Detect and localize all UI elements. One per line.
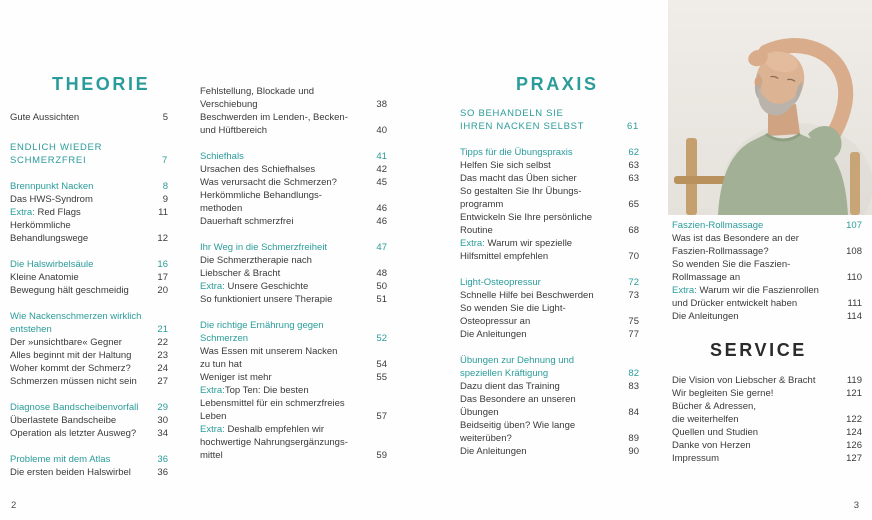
toc-entry [10, 258, 168, 271]
toc-entry [10, 111, 168, 124]
page-number-left: 2 [11, 500, 17, 511]
toc-entry [10, 180, 168, 193]
toc-entry [10, 206, 168, 219]
toc-entry [460, 380, 639, 393]
toc-entry-label: Faszien-Rollmassage [672, 220, 764, 231]
toc-entry-label: Extra: Red Flags [10, 207, 81, 218]
toc-entry-label: Schiefhals [200, 151, 244, 162]
toc-entry-label: Woher kommt der Schmerz? [10, 363, 131, 374]
toc-entry-page: 107 [846, 220, 862, 231]
toc-entry-page: 83 [628, 381, 639, 392]
toc-entry [672, 310, 862, 323]
toc-entry [460, 185, 639, 211]
toc-entry-page: 21 [157, 324, 168, 335]
extra-prefix: Extra: [200, 281, 225, 292]
toc-entry-page: 29 [157, 402, 168, 413]
toc-entry-page: 38 [376, 99, 387, 110]
toc-entry-page: 57 [376, 411, 387, 422]
toc-entry [460, 445, 639, 458]
toc-entry-page: 70 [628, 251, 639, 262]
toc-entry-label: Ihr Weg in die Schmerzfreiheit [200, 242, 328, 253]
toc-entry-label: Helfen Sie sich selbst [460, 160, 551, 171]
toc-entry-page: 11 [158, 207, 168, 218]
toc-entry [200, 384, 387, 423]
toc-entry [672, 387, 862, 400]
toc-entry-label: Probleme mit dem Atlas [10, 454, 111, 465]
toc-entry-label: Die Vision von Liebscher & Bracht [672, 375, 816, 386]
toc-entry [10, 141, 168, 167]
toc-entry-label: Brennpunkt Nacken [10, 181, 94, 192]
toc-entry-page: 84 [628, 407, 639, 418]
toc-entry-label: Wie Nackenschmerzen wirklich entstehen [10, 311, 142, 335]
toc-entry-label: Diagnose Bandscheibenvorfall [10, 402, 139, 413]
toc-entry-label: Die Anleitungen [460, 329, 527, 340]
toc-entry [200, 241, 387, 254]
toc-entry [460, 393, 639, 419]
toc-entry [672, 400, 862, 426]
toc-entry-page: 65 [628, 199, 639, 210]
faszien-entries [672, 219, 862, 323]
toc-entry-label: Entwickeln Sie Ihre persönliche Routine [460, 212, 593, 236]
page-number-right: 3 [853, 500, 859, 511]
toc-entry-page: 127 [846, 453, 862, 464]
toc-entry-page: 77 [628, 329, 639, 340]
toc-entry-label: Danke von Herzen [672, 440, 751, 451]
toc-entry-label: Herkömmliche Behandlungs- methoden [200, 190, 322, 214]
toc-entry-label: Was ist das Besondere an der Faszien-Rollmassage? [672, 233, 799, 257]
toc-entry [672, 374, 862, 387]
praxis-column-1 [460, 107, 639, 458]
toc-entry [200, 293, 387, 306]
toc-entry [10, 414, 168, 427]
toc-entry [10, 310, 168, 336]
toc-entry-page: 73 [628, 290, 639, 301]
toc-entry-page: 46 [376, 216, 387, 227]
extra-prefix: Extra: [200, 385, 225, 396]
toc-entry [200, 111, 387, 137]
toc-entry-label: Übungen zur Dehnung und speziellen Kräftigung [460, 355, 575, 379]
toc-entry-label: Die Halswirbelsäule [10, 259, 94, 270]
toc-entry [10, 466, 168, 479]
toc-entry-label: Light-Osteopressur [460, 277, 541, 288]
toc-entry [460, 289, 639, 302]
toc-entry [200, 85, 387, 111]
toc-entry-label: So funktioniert unsere Therapie [200, 294, 333, 305]
toc-entry [10, 453, 168, 466]
toc-entry [200, 319, 387, 345]
toc-entry [460, 276, 639, 289]
toc-entry [200, 189, 387, 215]
toc-entry-page: 124 [846, 427, 862, 438]
toc-entry-label: Die Anleitungen [460, 446, 527, 457]
toc-entry [460, 211, 639, 237]
toc-entry-page: 24 [157, 363, 168, 374]
toc-entry [460, 159, 639, 172]
praxis-column-2 [672, 219, 862, 465]
toc-entry [460, 107, 639, 133]
toc-entry-label: Das Besondere an unseren Übungen [460, 394, 576, 418]
toc-entry-page: 47 [376, 242, 387, 253]
toc-entry [672, 219, 862, 232]
toc-entry [672, 426, 862, 439]
toc-entry [672, 452, 862, 465]
toc-entry-page: 121 [846, 388, 862, 399]
toc-entry-page: 7 [162, 155, 168, 166]
toc-entry-label: Gute Aussichten [10, 112, 80, 123]
extra-prefix: Extra: [672, 285, 697, 296]
toc-entry-page: 51 [376, 294, 387, 305]
toc-entry-page: 22 [157, 337, 168, 348]
toc-entry-label: Das macht das Üben sicher [460, 173, 577, 184]
toc-entry-page: 114 [846, 311, 862, 322]
toc-entry [200, 176, 387, 189]
toc-entry-page: 68 [628, 225, 639, 236]
toc-entry [10, 271, 168, 284]
toc-entry-label: Fehlstellung, Blockade und Verschiebung [200, 86, 315, 110]
toc-entry [10, 349, 168, 362]
toc-entry [460, 354, 639, 380]
toc-entry [10, 336, 168, 349]
toc-entry-page: 27 [157, 376, 168, 387]
toc-entry-label: Überlastete Bandscheibe [10, 415, 117, 426]
toc-entry-page: 82 [628, 368, 639, 379]
toc-entry [10, 427, 168, 440]
toc-entry-page: 36 [157, 467, 168, 478]
toc-entry-page: 122 [846, 414, 862, 425]
toc-entry-label: Quellen und Studien [672, 427, 759, 438]
toc-entry [200, 345, 387, 371]
neck-stretch-photo [668, 0, 872, 215]
service-title: SERVICE [710, 340, 807, 360]
toc-entry-label: Das HWS-Syndrom [10, 194, 93, 205]
toc-entry-page: 5 [162, 112, 168, 123]
toc-entry-label: Impressum [672, 453, 719, 464]
toc-entry-label: Dazu dient das Training [460, 381, 560, 392]
toc-entry-page: 59 [376, 450, 387, 461]
toc-entry-page: 63 [628, 160, 639, 171]
toc-entry-page: 30 [157, 415, 168, 426]
toc-entry [460, 328, 639, 341]
toc-entry-label: So gestalten Sie Ihr Übungs- programm [460, 186, 582, 210]
toc-entry [672, 439, 862, 452]
toc-entry-label: Schmerzen müssen nicht sein [10, 376, 137, 387]
toc-entry [10, 375, 168, 388]
toc-entry [672, 284, 862, 310]
extra-prefix: Extra: [460, 238, 485, 249]
toc-entry [460, 237, 639, 263]
toc-entry [200, 254, 387, 280]
toc-entry-page: 17 [157, 272, 168, 283]
toc-entry-label: Herkömmliche Behandlungswege [10, 220, 89, 244]
toc-entry [10, 193, 168, 206]
toc-entry-page: 36 [157, 454, 168, 465]
toc-entry-page: 34 [157, 428, 168, 439]
toc-entry-label: Was Essen mit unserem Nacken zu tun hat [200, 346, 338, 370]
toc-entry-label: SO BEHANDELN SIE IHREN NACKEN SELBST [460, 108, 585, 132]
toc-entry-page: 90 [628, 446, 639, 457]
toc-entry-page: 41 [376, 151, 387, 162]
toc-entry-page: 52 [376, 333, 387, 344]
toc-entry [200, 163, 387, 176]
toc-entry-label: Der »unsichtbare« Gegner [10, 337, 122, 348]
toc-entry-page: 16 [157, 259, 168, 270]
toc-entry-label: Extra: Unsere Geschichte [200, 281, 309, 292]
toc-entry-label: Die Anleitungen [672, 311, 739, 322]
toc-entry-label: Extra: Warum wir spezielle Hilfsmittel empfehlen [460, 238, 573, 262]
toc-entry-label: Weniger ist mehr [200, 372, 272, 383]
toc-entry-label: Ursachen des Schiefhalses [200, 164, 316, 175]
toc-entry-page: 23 [157, 350, 168, 361]
toc-entry-page: 72 [628, 277, 639, 288]
toc-entry-label: Die Schmerztherapie nach Liebscher & Bracht [200, 255, 312, 279]
toc-entry-label: Was verursacht die Schmerzen? [200, 177, 337, 188]
toc-entry-label: Schnelle Hilfe bei Beschwerden [460, 290, 594, 301]
toc-entry [672, 258, 862, 284]
toc-entry-label: Extra: Deshalb empfehlen wir hochwertige Nahrungsergänzungs- mittel [200, 424, 348, 461]
toc-entry-label: Bücher & Adressen, die weiterhelfen [672, 401, 756, 425]
extra-prefix: Extra: [200, 424, 225, 435]
theorie-title: THEORIE [52, 74, 151, 94]
theorie-column-2 [200, 85, 387, 462]
toc-entry [672, 232, 862, 258]
toc-entry-page: 9 [162, 194, 168, 205]
toc-entry-page: 40 [376, 125, 387, 136]
toc-entry-label: Wir begleiten Sie gerne! [672, 388, 774, 399]
praxis-title: PRAXIS [516, 74, 599, 94]
toc-entry-page: 63 [628, 173, 639, 184]
toc-entry [200, 215, 387, 228]
toc-entry-page: 126 [846, 440, 862, 451]
toc-entry [460, 302, 639, 328]
toc-entry-label: Beidseitig üben? Wie lange weiterüben? [460, 420, 576, 444]
toc-entry-label: Operation als letzter Ausweg? [10, 428, 137, 439]
toc-entry-page: 42 [376, 164, 387, 175]
toc-entry-label: Kleine Anatomie [10, 272, 79, 283]
toc-entry [10, 284, 168, 297]
toc-entry-page: 48 [376, 268, 387, 279]
toc-entry-label: Dauerhaft schmerzfrei [200, 216, 294, 227]
toc-entry-page: 46 [376, 203, 387, 214]
toc-entry-page: 62 [628, 147, 639, 158]
toc-entry-page: 110 [846, 272, 862, 283]
toc-entry-page: 45 [376, 177, 387, 188]
toc-entry-page: 108 [846, 246, 862, 257]
toc-entry [200, 371, 387, 384]
toc-entry-page: 89 [628, 433, 639, 444]
toc-entry [200, 423, 387, 462]
toc-entry-label: So wenden Sie die Faszien- Rollmassage an [672, 259, 791, 283]
theorie-column-1 [10, 111, 168, 479]
toc-entry [10, 219, 168, 245]
toc-entry [10, 401, 168, 414]
toc-entry-label: Extra: Warum wir die Faszienrollen und Drücker entwickelt haben [672, 285, 819, 309]
extra-prefix: Extra: [10, 207, 35, 218]
toc-entry-page: 111 [847, 298, 862, 309]
toc-entry-page: 12 [157, 233, 168, 244]
toc-entry-page: 54 [376, 359, 387, 370]
toc-entry-label: Bewegung hält geschmeidig [10, 285, 129, 296]
toc-entry-page: 75 [628, 316, 639, 327]
toc-entry-page: 55 [376, 372, 387, 383]
toc-entry [460, 172, 639, 185]
toc-entry [460, 146, 639, 159]
service-entries [672, 374, 862, 465]
toc-entry-page: 20 [157, 285, 168, 296]
toc-entry-label: Die ersten beiden Halswirbel [10, 467, 131, 478]
toc-entry-page: 61 [627, 121, 639, 132]
toc-entry [200, 280, 387, 293]
toc-entry-label: So wenden Sie die Light- Osteopressur an [460, 303, 566, 327]
toc-entry-label: Beschwerden im Lenden-, Becken- und Hüftbereich [200, 112, 348, 136]
toc-entry-label: ENDLICH WIEDER SCHMERZFREI [10, 142, 103, 166]
toc-entry-page: 50 [376, 281, 387, 292]
toc-entry-label: Die richtige Ernährung gegen Schmerzen [200, 320, 324, 344]
toc-entry-label: Extra:Top Ten: Die besten Lebensmittel für ein schmerzfreies Leben [200, 385, 345, 422]
toc-entry [460, 419, 639, 445]
toc-entry [10, 362, 168, 375]
toc-entry-label: Tipps für die Übungspraxis [460, 147, 573, 158]
toc-entry-page: 119 [846, 375, 862, 386]
toc-entry-label: Alles beginnt mit der Haltung [10, 350, 132, 361]
toc-entry [200, 150, 387, 163]
toc-entry-page: 8 [162, 181, 168, 192]
